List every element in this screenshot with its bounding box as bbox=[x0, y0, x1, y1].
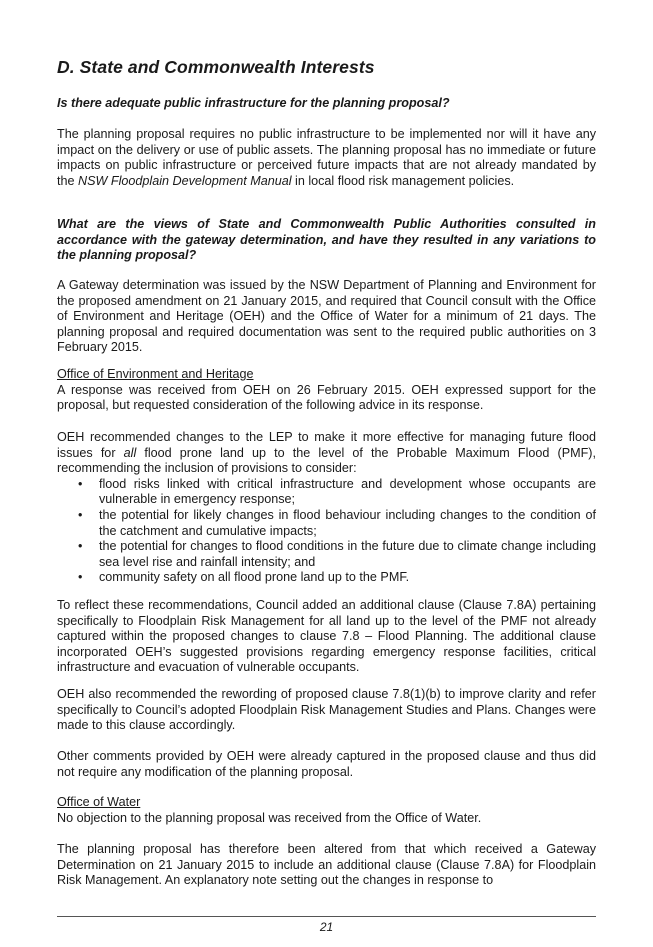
paragraph-6: OEH also recommended the rewording of proposed clause 7.8(1)(b) to improve clarity and refer specifically to Council’s adopted Floodplain Risk Management Studies and Plans. Changes were made to this clause accordingly. bbox=[57, 687, 596, 733]
question-1-text: Is there adequate public infrastructure for the planning proposal? bbox=[57, 96, 450, 110]
paragraph-infrastructure bbox=[57, 127, 596, 189]
emphasis-all: all bbox=[123, 445, 137, 460]
bullet-icon: • bbox=[78, 539, 83, 554]
list-item bbox=[57, 570, 596, 586]
paragraph-3: A response was received from OEH on 26 February 2015. OEH expressed support for the proposal, but requested consideration of the following advice in its response. bbox=[57, 382, 596, 413]
paragraph-other-comments bbox=[57, 749, 596, 780]
paragraph-rewording bbox=[57, 687, 596, 734]
paragraph-2: A Gateway determination was issued by the NSW Department of Planning and Environment for the proposed amendment on 21 January 2015, and required that Council consult with the Office of Environment and Heritage (OEH) and the Office of Water for a minimum of 21 days. The planning proposal and required documentation was sent to the required public authorities on 3 February 2015. bbox=[57, 278, 596, 355]
list-item-text: the potential for likely changes in flood behaviour including changes to the condition of the catchment and cumulative impacts; bbox=[99, 507, 596, 538]
section-oeh bbox=[57, 367, 596, 414]
paragraph-altered bbox=[57, 842, 596, 889]
paragraph-7: Other comments provided by OEH were already captured in the proposed clause and thus did not require any modification of the planning proposal. bbox=[57, 749, 596, 779]
list-item bbox=[57, 477, 596, 508]
manual-title: NSW Floodplain Development Manual bbox=[78, 173, 292, 188]
paragraph-1 bbox=[57, 127, 596, 189]
subheading-office-of-water: Office of Water bbox=[57, 795, 141, 809]
paragraph-1-part-b: in local flood risk management policies. bbox=[291, 173, 515, 188]
paragraph-recommendations bbox=[57, 430, 596, 586]
paragraph-8: No objection to the planning proposal was received from the Office of Water. bbox=[57, 810, 482, 825]
bullet-icon: • bbox=[78, 507, 83, 522]
paragraph-gateway bbox=[57, 278, 596, 356]
subheading-oeh: Office of Environment and Heritage bbox=[57, 367, 254, 381]
section-heading: D. State and Commonwealth Interests bbox=[57, 57, 375, 77]
paragraph-clause-7-8a bbox=[57, 598, 596, 676]
paragraph-1-part-a: The planning proposal requires no public infrastructure to be implemented nor will it have any impact on the delivery or use of public assets. The planning proposal has no immediate or future impacts on public infrastructure or perceived future impacts that are not already mandated by the bbox=[57, 127, 596, 188]
list-item-text: the potential for changes to flood conditions in the future due to climate change including sea level rise and rainfall intensity; and bbox=[99, 539, 596, 569]
list-item bbox=[57, 508, 596, 539]
footer-divider bbox=[57, 916, 596, 917]
page-number: 21 bbox=[319, 920, 334, 934]
provisions-list bbox=[57, 477, 596, 586]
bullet-icon: • bbox=[78, 476, 83, 491]
paragraph-4-part-b: flood prone land up to the level of the Probable Maximum Flood (PMF), recommending the inclusion of provisions to consider: bbox=[57, 445, 596, 476]
list-item bbox=[57, 539, 596, 570]
question-infrastructure bbox=[57, 96, 596, 112]
question-authorities bbox=[57, 217, 596, 264]
paragraph-5: To reflect these recommendations, Council added an additional clause (Clause 7.8A) pertaining specifically to Floodplain Risk Management for all land up to the level of the PMF not already captured within the proposed changes to clause 7.8 – Flood Planning. The additional clause incorporated OEH’s suggested provisions regarding emergency response facilities, critical infrastructure and evacuation of vulnerable occupants. bbox=[57, 598, 596, 675]
list-item-text: flood risks linked with critical infrastructure and development whose occupants are vulnerable in emergency response; bbox=[99, 476, 596, 507]
paragraph-9: The planning proposal has therefore been altered from that which received a Gateway Determination on 21 January 2015 to include an additional clause (Clause 7.8A) for Floodplain Risk Management. An explanatory note setting out the changes in response to bbox=[57, 842, 596, 888]
bullet-icon: • bbox=[78, 570, 83, 585]
paragraph-4-part-a: OEH recommended changes to the LEP to make it more effective for managing future flood issues for bbox=[57, 430, 596, 460]
question-2-text: What are the views of State and Commonwealth Public Authorities consulted in accordance with the gateway determination, and have they resulted in any variations to the planning proposal? bbox=[57, 217, 596, 263]
section-office-of-water bbox=[57, 795, 596, 826]
list-item-text: community safety on all flood prone land up to the PMF. bbox=[99, 570, 410, 585]
paragraph-4 bbox=[57, 430, 596, 477]
